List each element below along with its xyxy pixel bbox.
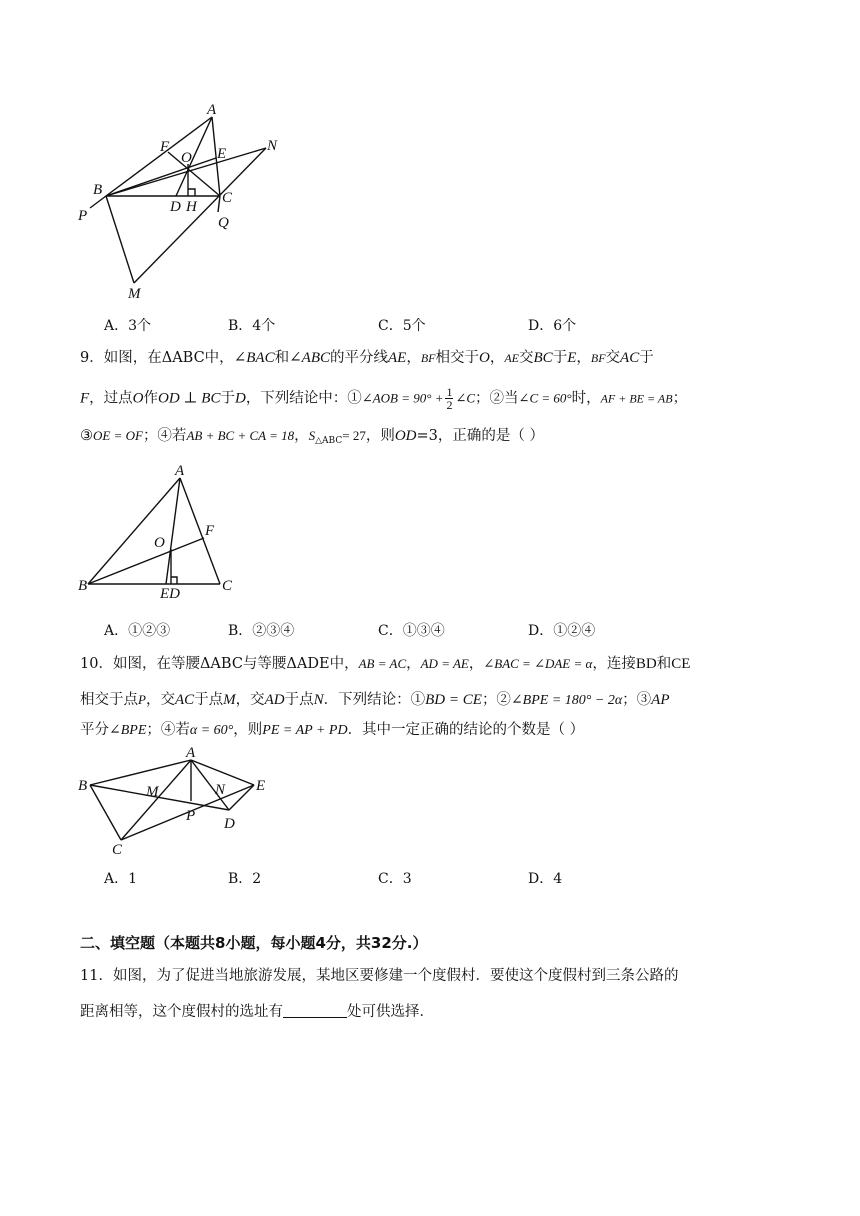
q10-text: ，交 (145, 692, 175, 708)
q9-math: = 27 (342, 428, 366, 443)
q10-text: ；③ (622, 692, 652, 708)
q11-text: 距离相等，这个度假村的选址有 (80, 1004, 283, 1020)
q9-fraction (445, 386, 453, 411)
q9-math: BF (590, 351, 606, 365)
fig10-label-D: D (224, 816, 235, 832)
q10-math: BD (635, 656, 657, 672)
q9-text: ， (294, 428, 309, 444)
q10-text: 于点 (194, 692, 224, 708)
q9-text: 交 (519, 350, 534, 366)
fig9-label-ED: ED (160, 586, 180, 602)
q8-option-b[interactable]: B．4个 (228, 318, 276, 334)
q9-math: OD (394, 428, 417, 444)
q10-option-c[interactable]: C．3 (378, 871, 412, 887)
q9-text: ， (489, 350, 505, 366)
figure-q8-svg (70, 100, 290, 305)
fig10-label-N: N (215, 782, 226, 798)
q10-option-b[interactable]: B．2 (228, 871, 262, 887)
q10-math: α = 60° (189, 723, 234, 738)
q10-math: ∠BPE (109, 723, 147, 738)
q9-option-a[interactable]: A．①②③ (104, 623, 171, 639)
q9-math: D (234, 390, 246, 407)
q9-text: 9．如图，在ΔABC中， (80, 350, 234, 366)
fig8-label-B: B (93, 182, 103, 198)
q9-text: ； (672, 390, 688, 407)
q8-option-c[interactable]: C．5个 (378, 318, 426, 334)
fig8-label-F: F (160, 139, 170, 155)
q9-text: 相交于 (435, 350, 479, 366)
q9-option-b[interactable]: B．②③④ (228, 623, 295, 639)
q10-line-3 (80, 720, 584, 741)
q9-option-d[interactable]: D．①②④ (528, 623, 596, 639)
figure-q8 (70, 100, 290, 305)
q11-line-2 (80, 1002, 434, 1022)
q10-math: AD (264, 692, 285, 708)
q9-text: ③ (80, 428, 93, 444)
q9-text: ；②当 (475, 390, 519, 407)
q9-text: 交 (605, 350, 621, 366)
q10-text: ，交 (235, 692, 265, 708)
q9-text: =3，正确的是（ ） (416, 428, 544, 444)
q9-text: 的平分线 (330, 350, 388, 366)
fig8-label-N: N (267, 138, 278, 154)
q9-line-3 (80, 426, 544, 451)
q9-text: ，过点 (89, 390, 133, 407)
fig8-label-H: H (186, 199, 197, 215)
q9-math: AE (388, 350, 407, 366)
q9-math: AF + BE = AB (600, 391, 673, 406)
q9-text: 于 (220, 390, 235, 407)
q10-text: ，则 (233, 722, 263, 738)
section-heading: 二、填空题（本题共8小题，每小题4分，共32分.） (80, 934, 428, 952)
fig10-label-M: M (146, 784, 159, 800)
figure-q10-svg (74, 744, 274, 859)
q9-text: ， (406, 350, 421, 366)
q10-math: N (313, 692, 324, 708)
q9-math: E (567, 350, 577, 366)
q10-text: ．下列结论：① (323, 692, 426, 708)
q9-math: O (132, 390, 144, 407)
q10-math: AB = AC (358, 656, 407, 671)
fig10-label-P: P (186, 808, 196, 824)
q9-text: ， (576, 350, 591, 366)
q9-math: AE (504, 351, 520, 365)
figure-q10 (74, 744, 274, 859)
q10-math: PE = AP + PD (262, 723, 348, 738)
q10-text: ．其中一定正确的结论的个数是（ ） (347, 722, 585, 738)
q9-text: ，下列结论中：① (245, 390, 362, 407)
q10-math: AD = AE (420, 656, 469, 671)
q10-math: M (223, 692, 236, 708)
q10-math: AC (174, 692, 195, 708)
q10-text: 10．如图，在等腰ΔABC与等腰ΔADE中， (80, 656, 359, 672)
fig8-label-E: E (217, 146, 227, 162)
q8-option-d[interactable]: D．6个 (528, 318, 577, 334)
q10-option-d[interactable]: D．4 (528, 871, 563, 887)
fig9-label-F: F (205, 523, 215, 539)
q9-math: BF (420, 351, 436, 365)
q10-math: AP (651, 692, 670, 708)
q9-math: OE = OF (93, 428, 143, 443)
q10-text: 平分 (80, 722, 109, 738)
q9-math: OD ⊥ BC (158, 390, 221, 407)
answer-blank[interactable] (283, 1003, 347, 1018)
q10-text: 于点 (284, 692, 314, 708)
q9-text: 和 (274, 350, 290, 366)
q9-text: 于 (639, 350, 654, 366)
figure-q9 (74, 462, 244, 602)
figure-q9-svg (74, 462, 244, 602)
q10-text: 和 (656, 656, 672, 672)
q9-math: ∠BAC (233, 350, 275, 366)
fraction-denominator: 2 (446, 398, 453, 412)
q9-math: BC (533, 350, 553, 366)
q9-math: AB + BC + CA = 18 (186, 428, 295, 443)
q9-math: ∠AOB = 90° + (361, 390, 444, 406)
q10-line-2 (80, 690, 670, 711)
q10-text: ，连接 (592, 656, 636, 672)
q9-line-2 (80, 386, 687, 411)
q9-math: AC (620, 350, 640, 366)
fig10-label-E: E (256, 778, 266, 794)
q9-text: 作 (143, 390, 159, 407)
q10-math: P (138, 692, 146, 707)
q9-subscript: △ABC (315, 436, 343, 446)
q9-line-1 (80, 348, 654, 368)
fig8-label-O: O (181, 150, 192, 166)
fig9-label-C: C (222, 578, 233, 594)
q9-math: F (80, 390, 90, 407)
q10-math: ∠BPE = 180° − 2α (510, 693, 623, 708)
q9-math: ∠C = 60° (518, 390, 572, 406)
q10-math: ∠BAC = ∠DAE = α (483, 656, 593, 671)
q9-math: S (308, 428, 316, 443)
fig10-label-C: C (112, 842, 123, 858)
q10-math: BD = CE (425, 692, 482, 708)
q11-line-1: 11．如图，为了促进当地旅游发展，某地区要修建一个度假村．要使这个度假村到三条公路的 (80, 968, 679, 984)
fig8-label-C: C (222, 190, 233, 206)
fig10-label-A: A (186, 745, 196, 761)
q9-text: 于 (552, 350, 568, 366)
fig8-label-D: D (170, 199, 181, 215)
fig10-label-B: B (78, 778, 88, 794)
q9-text: ；④若 (142, 428, 187, 444)
q10-text: ；② (481, 692, 511, 708)
q10-text: ， (406, 656, 421, 672)
q10-math: CE (671, 656, 691, 672)
q10-text: ， (468, 656, 484, 672)
fig9-label-O: O (154, 535, 165, 551)
q11-text: 处可供选择． (347, 1004, 434, 1020)
fig8-label-A: A (207, 102, 217, 118)
q9-option-c[interactable]: C．①③④ (378, 623, 445, 639)
q8-option-a[interactable]: A．3个 (104, 318, 152, 334)
q9-text: 时， (571, 390, 601, 407)
fig9-label-B: B (78, 578, 88, 594)
q10-text: 相交于点 (80, 692, 138, 708)
fraction-numerator: 1 (446, 385, 453, 399)
fig8-label-Q: Q (218, 215, 229, 231)
q10-line-1 (80, 654, 690, 674)
q9-math: ∠ABC (289, 350, 330, 366)
q9-math: O (479, 350, 490, 366)
q9-text: ，则 (365, 428, 395, 444)
q10-option-a[interactable]: A．1 (104, 871, 138, 887)
q10-text: ；④若 (146, 722, 190, 738)
q9-math: ∠C (455, 390, 476, 406)
fig8-label-M: M (128, 286, 141, 302)
fig9-label-A: A (175, 463, 185, 479)
fig8-label-P: P (78, 208, 88, 224)
